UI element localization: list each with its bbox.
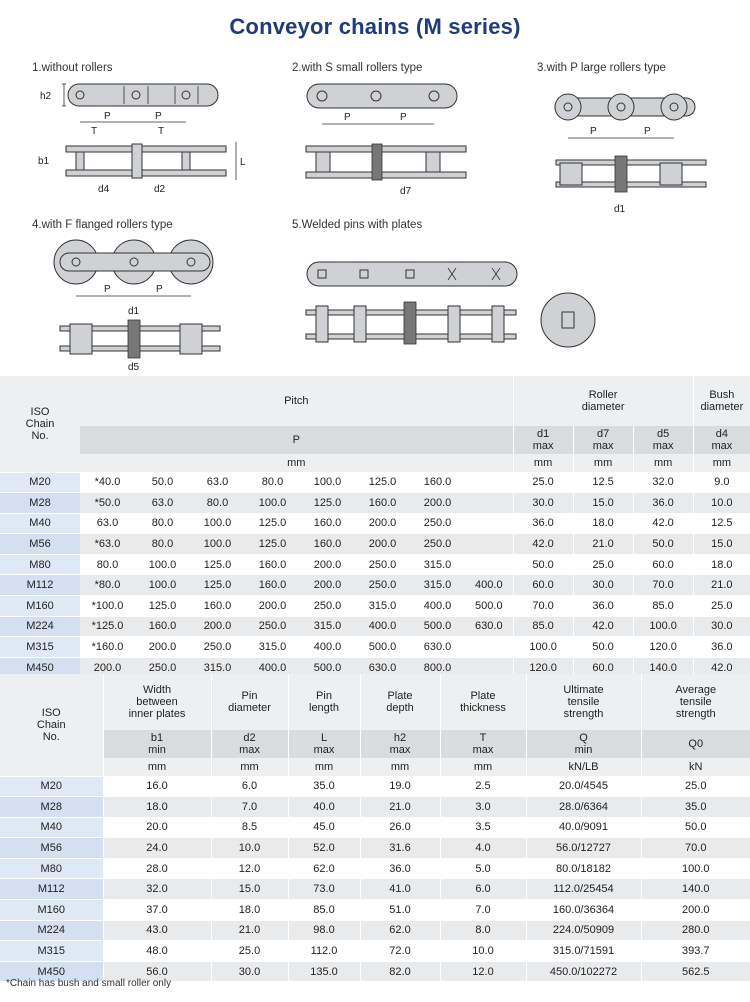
table-row <box>0 941 750 962</box>
spec-value: 40.0 <box>288 797 360 818</box>
spec-value: 3.0 <box>440 797 526 818</box>
d7-value: 42.0 <box>573 616 633 637</box>
column-unit: kN/LB <box>526 758 641 776</box>
spec-value: 280.0 <box>641 920 750 941</box>
column-title: Plate depth <box>360 674 440 730</box>
spec-value: 28.0/6364 <box>526 797 641 818</box>
column-title: Average tensile strength <box>641 674 750 730</box>
pitch-value: 200.0 <box>190 616 245 637</box>
dim-h2: h2 <box>40 91 52 102</box>
spec-value: 15.0 <box>211 879 288 900</box>
d7-value: 60.0 <box>573 657 633 677</box>
caption-large-rollers: 3.with P large rollers type <box>537 62 666 74</box>
table-row <box>0 776 750 797</box>
pitch-value: *160.0 <box>80 637 135 658</box>
d1-value: 36.0 <box>513 513 573 534</box>
table-row <box>0 554 750 575</box>
spec-value: 7.0 <box>440 900 526 921</box>
spec-value: 10.0 <box>440 941 526 962</box>
d7-value: 36.0 <box>573 596 633 617</box>
chain-side-view-without-rollers <box>40 84 218 137</box>
pitch-value: 100.0 <box>245 493 300 514</box>
column-unit: mm <box>211 758 288 776</box>
iso-chain-no: M112 <box>0 575 80 596</box>
iso-chain-no: M20 <box>0 472 80 493</box>
table-row <box>0 797 750 818</box>
spec-value: 37.0 <box>103 900 211 921</box>
spec-value: 20.0/4545 <box>526 776 641 797</box>
table-row <box>0 838 750 859</box>
d4-value: 42.0 <box>693 657 750 677</box>
pitch-value: *100.0 <box>80 596 135 617</box>
pitch-value: 630.0 <box>410 637 465 658</box>
spec-value: 450.0/102272 <box>526 961 641 981</box>
pitch-value: 630.0 <box>355 657 410 677</box>
pitch-roller-table <box>0 376 750 677</box>
pitch-value <box>465 637 513 658</box>
spec-value: 200.0 <box>641 900 750 921</box>
pitch-value: 500.0 <box>410 616 465 637</box>
column-symbol: T max <box>440 730 526 758</box>
dimensions-strength-table <box>0 674 750 981</box>
dim-d1: d1 <box>614 204 626 215</box>
d4-symbol: d4 max <box>693 426 750 454</box>
pitch-value: 100.0 <box>300 472 355 493</box>
pitch-value: 250.0 <box>410 513 465 534</box>
d5-value: 42.0 <box>633 513 693 534</box>
spec-value: 98.0 <box>288 920 360 941</box>
spec-value: 224.0/50909 <box>526 920 641 941</box>
dim-p: P <box>156 284 163 295</box>
table-row <box>0 534 750 555</box>
spec-value: 82.0 <box>360 961 440 981</box>
dim-l: L <box>240 157 246 168</box>
pitch-value: 200.0 <box>355 534 410 555</box>
d4-value: 10.0 <box>693 493 750 514</box>
caption-without-rollers: 1.without rollers <box>32 62 113 74</box>
d7-value: 30.0 <box>573 575 633 596</box>
d4-value: 25.0 <box>693 596 750 617</box>
spec-value: 24.0 <box>103 838 211 859</box>
spec-value: 30.0 <box>211 961 288 981</box>
pitch-value: 630.0 <box>465 616 513 637</box>
spec-value: 85.0 <box>288 900 360 921</box>
pitch-value: 400.0 <box>410 596 465 617</box>
pitch-value: 250.0 <box>410 534 465 555</box>
d1-value: 60.0 <box>513 575 573 596</box>
pitch-symbol: P <box>80 426 513 454</box>
column-unit: mm <box>440 758 526 776</box>
dim-b1: b1 <box>38 156 50 167</box>
pitch-value: 315.0 <box>355 596 410 617</box>
spec-value: 16.0 <box>103 776 211 797</box>
d7-value: 15.0 <box>573 493 633 514</box>
pitch-value: 80.0 <box>190 493 245 514</box>
pitch-unit: mm <box>80 454 513 472</box>
spec-value: 18.0 <box>211 900 288 921</box>
d5-value: 140.0 <box>633 657 693 677</box>
pitch-value: 250.0 <box>135 657 190 677</box>
pitch-value: 160.0 <box>245 575 300 596</box>
d4-unit: mm <box>693 454 750 472</box>
spec-value: 73.0 <box>288 879 360 900</box>
column-symbol: Q0 <box>641 730 750 758</box>
page-title: Conveyor chains (M series) <box>229 14 521 39</box>
iso-chain-no: M56 <box>0 838 103 859</box>
pitch-value: 250.0 <box>355 575 410 596</box>
pitch-value: 315.0 <box>190 657 245 677</box>
iso-chain-no: M224 <box>0 616 80 637</box>
spec-value: 112.0 <box>288 941 360 962</box>
pitch-value: 250.0 <box>190 637 245 658</box>
dim-p: P <box>104 284 111 295</box>
spec-value: 6.0 <box>440 879 526 900</box>
d5-value: 50.0 <box>633 534 693 555</box>
bush-diameter-header: Bush diameter <box>693 376 750 426</box>
pitch-value: *80.0 <box>80 575 135 596</box>
pitch-header: Pitch <box>80 376 513 426</box>
chain-large-rollers <box>555 94 706 215</box>
pitch-value: 400.0 <box>355 616 410 637</box>
pitch-value: 125.0 <box>190 554 245 575</box>
iso-chain-no: M315 <box>0 637 80 658</box>
d4-value: 30.0 <box>693 616 750 637</box>
caption-small-rollers: 2.with S small rollers type <box>292 62 423 74</box>
pitch-value: 100.0 <box>190 534 245 555</box>
column-unit: kN <box>641 758 750 776</box>
iso-chain-no: M40 <box>0 817 103 838</box>
pitch-value: 63.0 <box>80 513 135 534</box>
spec-value: 56.0 <box>103 961 211 981</box>
spec-value: 26.0 <box>360 817 440 838</box>
spec-value: 12.0 <box>211 858 288 879</box>
spec-value: 19.0 <box>360 776 440 797</box>
dim-p: P <box>644 126 651 137</box>
iso-chain-no: M160 <box>0 596 80 617</box>
table-row <box>0 513 750 534</box>
pitch-value: 200.0 <box>135 637 190 658</box>
iso-chain-no: M315 <box>0 941 103 962</box>
pitch-value: 160.0 <box>190 596 245 617</box>
pitch-value: 500.0 <box>355 637 410 658</box>
pitch-value: 200.0 <box>245 596 300 617</box>
table-row <box>0 637 750 658</box>
pitch-value: 250.0 <box>355 554 410 575</box>
pitch-value: *50.0 <box>80 493 135 514</box>
spec-value: 4.0 <box>440 838 526 859</box>
d7-value: 50.0 <box>573 637 633 658</box>
roller-diameter-header: Roller diameter <box>513 376 693 426</box>
table-row <box>0 817 750 838</box>
pitch-value: 250.0 <box>300 596 355 617</box>
dim-d1: d1 <box>128 306 140 317</box>
pitch-value <box>465 534 513 555</box>
dim-p: P <box>590 126 597 137</box>
column-unit: mm <box>288 758 360 776</box>
d7-value: 18.0 <box>573 513 633 534</box>
pitch-value: 160.0 <box>300 513 355 534</box>
pitch-value: 125.0 <box>300 493 355 514</box>
column-unit: mm <box>360 758 440 776</box>
d1-value: 42.0 <box>513 534 573 555</box>
column-symbol: d2 max <box>211 730 288 758</box>
d7-value: 12.5 <box>573 472 633 493</box>
column-unit: mm <box>103 758 211 776</box>
pitch-value <box>465 493 513 514</box>
d5-symbol: d5 max <box>633 426 693 454</box>
spec-value: 45.0 <box>288 817 360 838</box>
iso-chain-no: M28 <box>0 797 103 818</box>
d5-value: 120.0 <box>633 637 693 658</box>
spec-value: 140.0 <box>641 879 750 900</box>
pitch-value: 50.0 <box>135 472 190 493</box>
dim-p: P <box>104 111 111 122</box>
chain-top-view-without-rollers <box>38 142 246 195</box>
spec-value: 135.0 <box>288 961 360 981</box>
d1-value: 25.0 <box>513 472 573 493</box>
column-symbol: b1 min <box>103 730 211 758</box>
pitch-value: *125.0 <box>80 616 135 637</box>
spec-value: 3.5 <box>440 817 526 838</box>
pitch-value: *40.0 <box>80 472 135 493</box>
pitch-value: 315.0 <box>410 554 465 575</box>
pitch-value: 800.0 <box>410 657 465 677</box>
pitch-value: 100.0 <box>190 513 245 534</box>
dim-t: T <box>158 126 165 137</box>
pitch-value: *63.0 <box>80 534 135 555</box>
dim-p: P <box>344 112 351 123</box>
pitch-value: 160.0 <box>355 493 410 514</box>
d1-value: 85.0 <box>513 616 573 637</box>
pitch-value: 250.0 <box>245 616 300 637</box>
d5-value: 32.0 <box>633 472 693 493</box>
column-symbol: Q min <box>526 730 641 758</box>
d5-value: 36.0 <box>633 493 693 514</box>
spec-value: 72.0 <box>360 941 440 962</box>
pitch-value: 160.0 <box>135 616 190 637</box>
spec-value: 40.0/9091 <box>526 817 641 838</box>
iso-chain-no: M20 <box>0 776 103 797</box>
spec-value: 8.0 <box>440 920 526 941</box>
pitch-value: 200.0 <box>355 513 410 534</box>
pitch-value: 315.0 <box>300 616 355 637</box>
chain-diagrams <box>0 0 750 375</box>
table-row <box>0 879 750 900</box>
table-row <box>0 900 750 921</box>
d1-symbol: d1 max <box>513 426 573 454</box>
spec-value: 43.0 <box>103 920 211 941</box>
d4-value: 21.0 <box>693 575 750 596</box>
caption-flanged-rollers: 4.with F flanged rollers type <box>32 219 173 231</box>
spec-value: 70.0 <box>641 838 750 859</box>
d1-unit: mm <box>513 454 573 472</box>
pitch-value: 500.0 <box>300 657 355 677</box>
d5-value: 100.0 <box>633 616 693 637</box>
pitch-value <box>465 513 513 534</box>
pitch-value: 100.0 <box>135 575 190 596</box>
spec-value: 35.0 <box>288 776 360 797</box>
spec-value: 25.0 <box>641 776 750 797</box>
spec-value: 2.5 <box>440 776 526 797</box>
pitch-value: 80.0 <box>80 554 135 575</box>
iso-chain-no: M450 <box>0 961 103 981</box>
spec-value: 20.0 <box>103 817 211 838</box>
spec-value: 7.0 <box>211 797 288 818</box>
spec-value: 62.0 <box>288 858 360 879</box>
column-title: Width between inner plates <box>103 674 211 730</box>
dim-d4: d4 <box>98 184 110 195</box>
spec-value: 62.0 <box>360 920 440 941</box>
d1-value: 30.0 <box>513 493 573 514</box>
d1-value: 50.0 <box>513 554 573 575</box>
table-row <box>0 596 750 617</box>
d5-value: 70.0 <box>633 575 693 596</box>
pitch-value: 63.0 <box>135 493 190 514</box>
spec-value: 5.0 <box>440 858 526 879</box>
iso-chain-no: M450 <box>0 657 80 677</box>
column-title: Pin length <box>288 674 360 730</box>
iso-chain-no: M224 <box>0 920 103 941</box>
spec-value: 52.0 <box>288 838 360 859</box>
d1-value: 120.0 <box>513 657 573 677</box>
pitch-value: 63.0 <box>190 472 245 493</box>
pitch-value: 160.0 <box>410 472 465 493</box>
iso-chain-no-header: ISO Chain No. <box>0 674 103 776</box>
pitch-value: 400.0 <box>300 637 355 658</box>
pitch-value: 80.0 <box>135 513 190 534</box>
pitch-value: 400.0 <box>245 657 300 677</box>
footnote: *Chain has bush and small roller only <box>6 978 172 989</box>
pitch-value: 200.0 <box>300 554 355 575</box>
pitch-value: 315.0 <box>245 637 300 658</box>
pitch-value: 125.0 <box>245 534 300 555</box>
d4-value: 18.0 <box>693 554 750 575</box>
dim-t: T <box>91 126 98 137</box>
caption-welded-pins: 5.Welded pins with plates <box>292 219 423 231</box>
d1-value: 100.0 <box>513 637 573 658</box>
iso-chain-no: M40 <box>0 513 80 534</box>
pitch-value <box>465 554 513 575</box>
spec-value: 41.0 <box>360 879 440 900</box>
d7-value: 25.0 <box>573 554 633 575</box>
spec-value: 28.0 <box>103 858 211 879</box>
dim-d7: d7 <box>400 186 412 197</box>
dim-d5: d5 <box>128 362 140 373</box>
spec-value: 25.0 <box>211 941 288 962</box>
spec-value: 36.0 <box>360 858 440 879</box>
iso-chain-no: M80 <box>0 858 103 879</box>
d7-unit: mm <box>573 454 633 472</box>
pitch-value: 200.0 <box>300 575 355 596</box>
pitch-value: 125.0 <box>135 596 190 617</box>
spec-value: 35.0 <box>641 797 750 818</box>
pitch-value <box>465 472 513 493</box>
pitch-value: 80.0 <box>245 472 300 493</box>
table-row <box>0 493 750 514</box>
spec-value: 12.0 <box>440 961 526 981</box>
spec-value: 10.0 <box>211 838 288 859</box>
iso-chain-no-header: ISO Chain No. <box>0 376 80 472</box>
pitch-value: 160.0 <box>300 534 355 555</box>
iso-chain-no: M80 <box>0 554 80 575</box>
d4-value: 9.0 <box>693 472 750 493</box>
table-row <box>0 920 750 941</box>
d7-value: 21.0 <box>573 534 633 555</box>
table-row <box>0 472 750 493</box>
pitch-value: 500.0 <box>465 596 513 617</box>
spec-value: 315.0/71591 <box>526 941 641 962</box>
spec-value: 160.0/36364 <box>526 900 641 921</box>
column-title: Ultimate tensile strength <box>526 674 641 730</box>
pitch-value: 125.0 <box>190 575 245 596</box>
d4-value: 36.0 <box>693 637 750 658</box>
d5-unit: mm <box>633 454 693 472</box>
column-title: Pin diameter <box>211 674 288 730</box>
dim-d2: d2 <box>154 184 166 195</box>
spec-value: 8.5 <box>211 817 288 838</box>
spec-value: 51.0 <box>360 900 440 921</box>
d5-value: 85.0 <box>633 596 693 617</box>
dim-p: P <box>400 112 407 123</box>
spec-value: 48.0 <box>103 941 211 962</box>
d1-value: 70.0 <box>513 596 573 617</box>
spec-value: 32.0 <box>103 879 211 900</box>
chain-welded-pins <box>306 262 595 347</box>
spec-value: 562.5 <box>641 961 750 981</box>
spec-value: 80.0/18182 <box>526 858 641 879</box>
spec-value: 18.0 <box>103 797 211 818</box>
pitch-value: 125.0 <box>355 472 410 493</box>
pitch-value: 400.0 <box>465 575 513 596</box>
column-title: Plate thickness <box>440 674 526 730</box>
chain-small-rollers <box>306 84 466 197</box>
spec-value: 100.0 <box>641 858 750 879</box>
d5-value: 60.0 <box>633 554 693 575</box>
pitch-value: 125.0 <box>245 513 300 534</box>
dim-p: P <box>155 111 162 122</box>
spec-value: 21.0 <box>360 797 440 818</box>
d4-value: 15.0 <box>693 534 750 555</box>
pitch-value: 200.0 <box>410 493 465 514</box>
spec-value: 31.6 <box>360 838 440 859</box>
spec-value: 56.0/12727 <box>526 838 641 859</box>
spec-value: 393.7 <box>641 941 750 962</box>
d7-symbol: d7 max <box>573 426 633 454</box>
spec-value: 50.0 <box>641 817 750 838</box>
pitch-value: 315.0 <box>410 575 465 596</box>
table-row <box>0 616 750 637</box>
iso-chain-no: M112 <box>0 879 103 900</box>
table-row <box>0 575 750 596</box>
spec-value: 21.0 <box>211 920 288 941</box>
column-symbol: L max <box>288 730 360 758</box>
chain-flanged-rollers <box>54 240 220 373</box>
pitch-value: 200.0 <box>80 657 135 677</box>
table-row <box>0 858 750 879</box>
d4-value: 12.5 <box>693 513 750 534</box>
pitch-value: 100.0 <box>135 554 190 575</box>
pitch-value: 80.0 <box>135 534 190 555</box>
iso-chain-no: M160 <box>0 900 103 921</box>
spec-value: 6.0 <box>211 776 288 797</box>
iso-chain-no: M28 <box>0 493 80 514</box>
iso-chain-no: M56 <box>0 534 80 555</box>
column-symbol: h2 max <box>360 730 440 758</box>
pitch-value: 160.0 <box>245 554 300 575</box>
spec-value: 112.0/25454 <box>526 879 641 900</box>
